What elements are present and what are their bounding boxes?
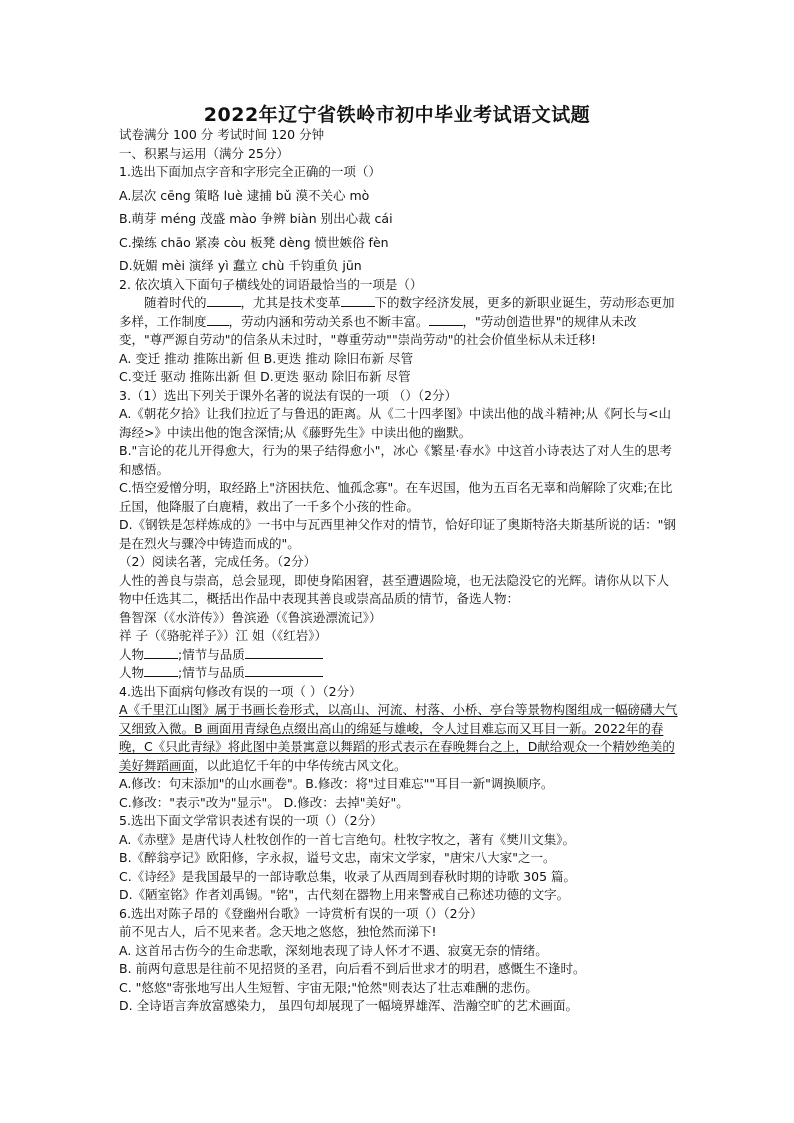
- answer-blank: [207, 294, 241, 307]
- q6-option-a: A. 这首吊古伤今的生命悲歌，深刻地表现了诗人怀才不遇、寂寞无奈的情绪。: [119, 942, 548, 958]
- q3-option-a: A.《朝花夕拾》让我们拉近了与鲁迅的距离。从《二十四孝图》中读出他的战斗精神;从《阿长与<山海经>》中读出他的饱含深情;从《藤野先生》中读出他的幽默。: [119, 406, 671, 440]
- q6-option-c: C. "悠悠"寄张地写出人生短暂、宇宙无限;"怆然"则表达了壮志难酬的悲伤。: [119, 979, 538, 995]
- q5-stem: 5.选出下面文学常识表述有误的一项（）（2分）: [119, 813, 383, 828]
- q3-sub2-text: 人性的善良与崇高，总会显现，即使身陷困窘，甚至遭遇险境，也无法隐没它的光辉。请你从以下人物中任选其二，概括出作品中表现其善良或崇高品质的情节，备选人物：: [119, 572, 670, 606]
- q3-option-c: C.悟空爱憎分明，取经路上"济困扶危、恤孤念寡"。在车迟国，他为五百名无辜和尚解除了灾难;在比丘国，他降服了白鹿精，救出了一千多个小孩的性命。: [119, 480, 673, 514]
- q4-passage: A《千里江山图》属于书画长卷形式，以高山、河流、村落、小桥、亭台等景物构图组成一幅磅礴大气又细致入微。B 画面用青绿色点缀出高山的绵延与雄峻，令人过目难忘而又耳目一新。2022年的春晚，C《只此青绿》将此图中美景寓意以舞蹈的形式表示在春晚舞台之上，D献给观众一个精妙绝美的美好舞蹈画面，以此追忆千年的中华传统古风文化。: [119, 702, 678, 773]
- q5-option-a: A.《赤壁》是唐代诗人杜牧创作的一首七言绝句。杜牧字牧之，著有《樊川文集》。: [119, 831, 576, 847]
- q4-stem: 4.选出下面病句修改有误的一项（ ）（2分）: [119, 683, 362, 699]
- q3-characters-1: 鲁智深（《水浒传》）鲁滨逊（《鲁滨逊漂流记》）: [119, 609, 382, 625]
- exam-meta: 试卷满分 100 分 考试时间 120 分钟: [119, 127, 325, 142]
- answer-blank: [144, 646, 178, 659]
- answer-blank: [245, 664, 323, 677]
- q1-option-a: A.层次 cēng 策略 luè 逮捕 bǔ 漠不关心 mò: [119, 187, 370, 203]
- answer-blank: [341, 294, 375, 307]
- exam-content: [119, 126, 679, 1016]
- answer-blank: [245, 646, 323, 659]
- q3-stem: 3.（1）选出下列关于课外名著的说法有误的一项 （）（2分）: [119, 387, 458, 403]
- q4-options-cd: C.修改："表示"改为"显示"。 D.修改：去掉"美好"。: [119, 794, 409, 810]
- q6-option-b: B. 前两句意思是往前不见招贤的圣君，向后看不到后世求才的明君，感慨生不逢时。: [119, 961, 586, 976]
- q5-option-c: C.《诗经》是我国最早的一部诗歌总集，收录了从西周到春秋时期的诗歌 305 篇。: [119, 868, 577, 884]
- q2-options-ab: A. 变迁 推动 推陈出新 但 B.更迭 推动 除旧布新 尽管: [119, 350, 414, 366]
- answer-blank: [429, 313, 463, 326]
- q5-option-d: D.《陋室铭》作者刘禹锡。"铭"，古代刻在器物上用来警戒自己称述功德的文字。: [119, 887, 570, 902]
- q2-passage: 随着时代的 ，尤其是技术变革 下的数字经济发展，更多的新职业诞生，劳动形态更加多样，工作制度 ，劳动内涵和劳动关系也不断丰富。 ，"劳动创造世界"的规律从未改变，"尊严源自劳动"的信条从未过时，"尊重劳动""崇尚劳动"的社会价值坐标从未迁移!: [119, 295, 675, 347]
- q3-option-d: D.《钢铁是怎样炼成的》一书中与瓦西里神父作对的情节，恰好印证了奥斯特洛夫斯基所说的话："钢是在烈火与骤冷中铸造而成的"。: [119, 517, 676, 551]
- q4-options-ab: A.修改：句末添加"的山水画卷"。B.修改：将"过目难忘""耳目一新"调换顺序。: [119, 776, 554, 791]
- answer-blank: [144, 664, 178, 677]
- q1-option-c: C.操练 chāo 紧凑 còu 板凳 dèng 愤世嫉俗 fèn: [119, 234, 389, 250]
- q2-stem: 2. 依次填入下面句子横线处的词语最恰当的一项是（）: [119, 276, 423, 292]
- q6-option-d: D. 全诗语言奔放富感染力， 虽四句却展现了一幅境界雄浑、浩瀚空旷的艺术画面。: [119, 998, 579, 1013]
- q1-option-d: D.妩媚 mèi 演绎 yì 蠢立 chù 千钧重负 jūn: [119, 258, 362, 273]
- q1-option-b: B.萌芽 méng 茂盛 mào 争辨 biàn 别出心裁 cái: [119, 211, 393, 226]
- q3-sub2-stem: （2）阅读名著，完成任务。（2分）: [119, 554, 317, 569]
- q5-option-b: B.《醉翁亭记》欧阳修，字永叔，谥号文忠，南宋文学家，"唐宋八大家"之一。: [119, 850, 556, 865]
- section-heading: 一、积累与运用（满分 25分）: [119, 145, 289, 161]
- q3-option-b: B."言论的花儿开得愈大，行为的果子结得愈小"，冰心《繁星·春水》中这首小诗表达了对人生的思考和感悟。: [119, 443, 673, 477]
- q3-answer-line-1: 人物 ;情节与品质: [119, 646, 679, 665]
- q3-characters-2: 祥 子（《骆驼祥子》）江 姐（《红岩》）: [119, 628, 327, 643]
- q1-stem: 1.选出下面加点字音和字形完全正确的一项（）: [119, 164, 381, 179]
- q6-stem: 6.选出对陈子昂的《登幽州台歌》一诗赏析有误的一项（）（2分）: [119, 905, 483, 921]
- page-title: 2022年辽宁省铁岭市初中毕业考试语文试题: [203, 104, 591, 126]
- q3-answer-line-2: 人物 ;情节与品质: [119, 664, 679, 683]
- q6-poem: 前不见古人，后不见来者。念天地之悠悠，独怆然而涕下!: [119, 924, 437, 939]
- q2-options-cd: C.变迁 驱动 推陈出新 但 D.更迭 驱动 除旧布新 尽管: [119, 369, 411, 384]
- answer-blank: [207, 313, 229, 326]
